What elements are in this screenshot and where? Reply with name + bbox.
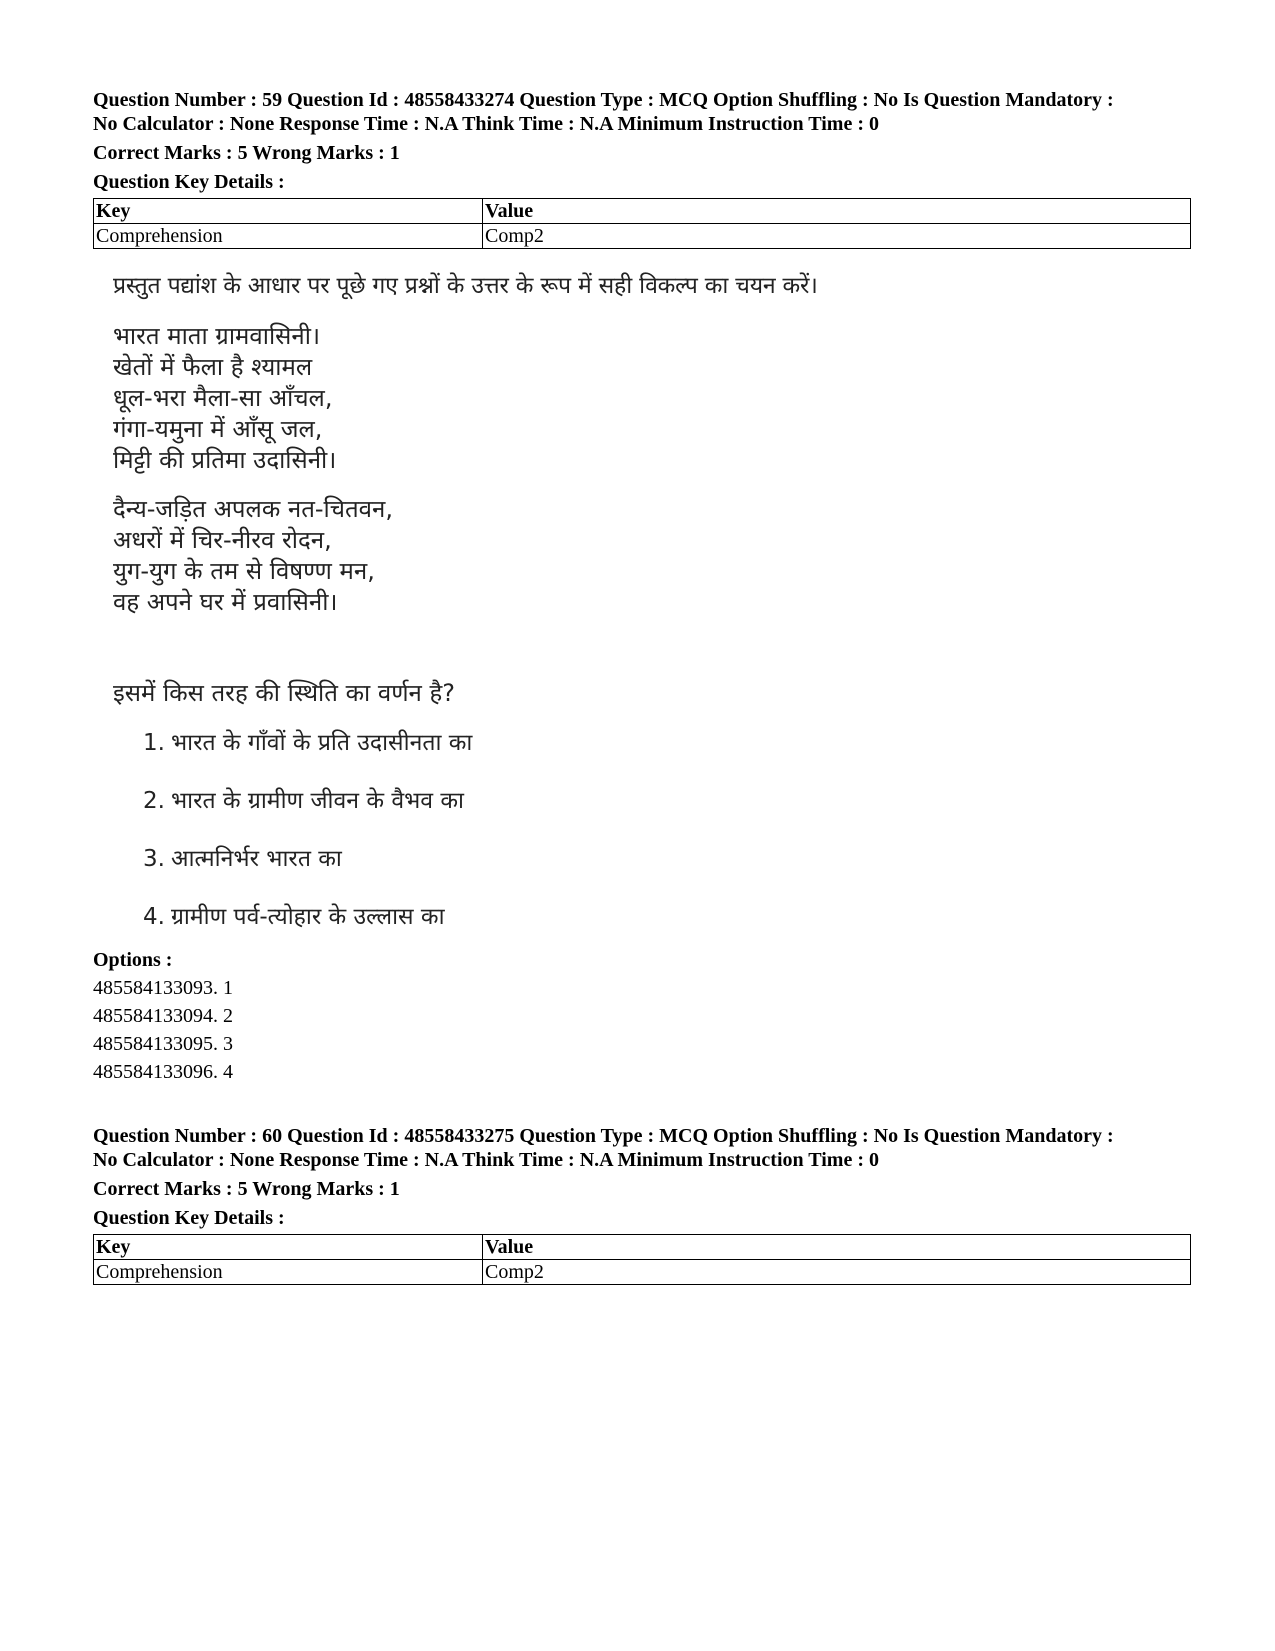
poem-line: मिट्टी की प्रतिमा उदासिनी। [113,446,337,474]
marks-info: Correct Marks : 5 Wrong Marks : 1 [93,1178,400,1200]
question-60 [93,1124,1191,1285]
choice-item [143,728,1191,758]
marks-info: Correct Marks : 5 Wrong Marks : 1 [93,142,400,164]
option-id-row: 485584133093. 1 [93,977,233,999]
header-key: Key [94,1235,483,1260]
option-id-row: 485584133095. 3 [93,1033,233,1055]
choice-item [143,902,1191,932]
choice-item [143,844,1191,874]
meta-line-2: No Calculator : None Response Time : N.A Think Time : N.A Minimum Instruction Time : 0 [93,1149,879,1171]
poem-stanza-1 [113,321,1191,476]
choice-text: ग्रामीण पर्व-त्योहार के उल्लास का [170,904,445,930]
option-id-row: 485584133094. 2 [93,1005,233,1027]
header-key: Key [94,199,483,224]
meta-line-2: No Calculator : None Response Time : N.A Think Time : N.A Minimum Instruction Time : 0 [93,113,879,135]
poem-line: गंगा-यमुना में आँसू जल, [113,415,323,443]
table-row [94,1260,1191,1285]
poem-line: अधरों में चिर-नीरव रोदन, [113,526,332,554]
poem-line: वह अपने घर में प्रवासिनी। [113,588,338,616]
choice-number: 4. [143,904,165,930]
key-details-table [93,198,1191,249]
choice-text: भारत के गाँवों के प्रति उदासीनता का [170,730,473,756]
cell-value: Comp2 [483,1260,1191,1285]
option-id-row: 485584133096. 4 [93,1061,233,1083]
cell-value: Comp2 [483,224,1191,249]
document-page [93,88,1191,1285]
key-details-label: Question Key Details : [93,171,285,193]
choice-item [143,786,1191,816]
poem-line: भारत माता ग्रामवासिनी। [113,322,321,350]
question-meta [93,88,1191,136]
instruction-text: प्रस्तुत पद्यांश के आधार पर पूछे गए प्रश्नों के उत्तर के रूप में सही विकल्प का चयन करें। [113,273,818,299]
key-details-table [93,1234,1191,1285]
poem-line: खेतों में फैला है श्यामल [113,353,313,381]
poem-line: दैन्य-जड़ित अपलक नत-चितवन, [113,495,393,523]
meta-line-1: Question Number : 59 Question Id : 48558433274 Question Type : MCQ Option Shuffling : No Is Question Mandatory : [93,89,1114,111]
choice-text: भारत के ग्रामीण जीवन के वैभव का [170,788,465,814]
table-header-row [94,199,1191,224]
key-details-label: Question Key Details : [93,1207,285,1229]
question-image-content [113,269,1191,932]
table-row [94,224,1191,249]
poem-line: धूल-भरा मैला-सा आँचल, [113,384,333,412]
choice-text: आत्मनिर्भर भारत का [170,846,342,872]
choice-number: 2. [143,788,165,814]
question-59 [93,88,1191,1084]
question-text: इसमें किस तरह की स्थिति का वर्णन है? [113,679,455,707]
question-meta [93,1124,1191,1172]
header-value: Value [483,1235,1191,1260]
choice-number: 3. [143,846,165,872]
table-header-row [94,1235,1191,1260]
choice-number: 1. [143,730,165,756]
header-value: Value [483,199,1191,224]
poem-stanza-2 [113,494,1191,618]
poem-line: युग-युग के तम से विषण्ण मन, [113,557,375,585]
cell-key: Comprehension [94,224,483,249]
cell-key: Comprehension [94,1260,483,1285]
meta-line-1: Question Number : 60 Question Id : 48558433275 Question Type : MCQ Option Shuffling : No Is Question Mandatory : [93,1125,1114,1147]
options-label: Options : [93,949,173,971]
answer-choices [143,728,1191,932]
